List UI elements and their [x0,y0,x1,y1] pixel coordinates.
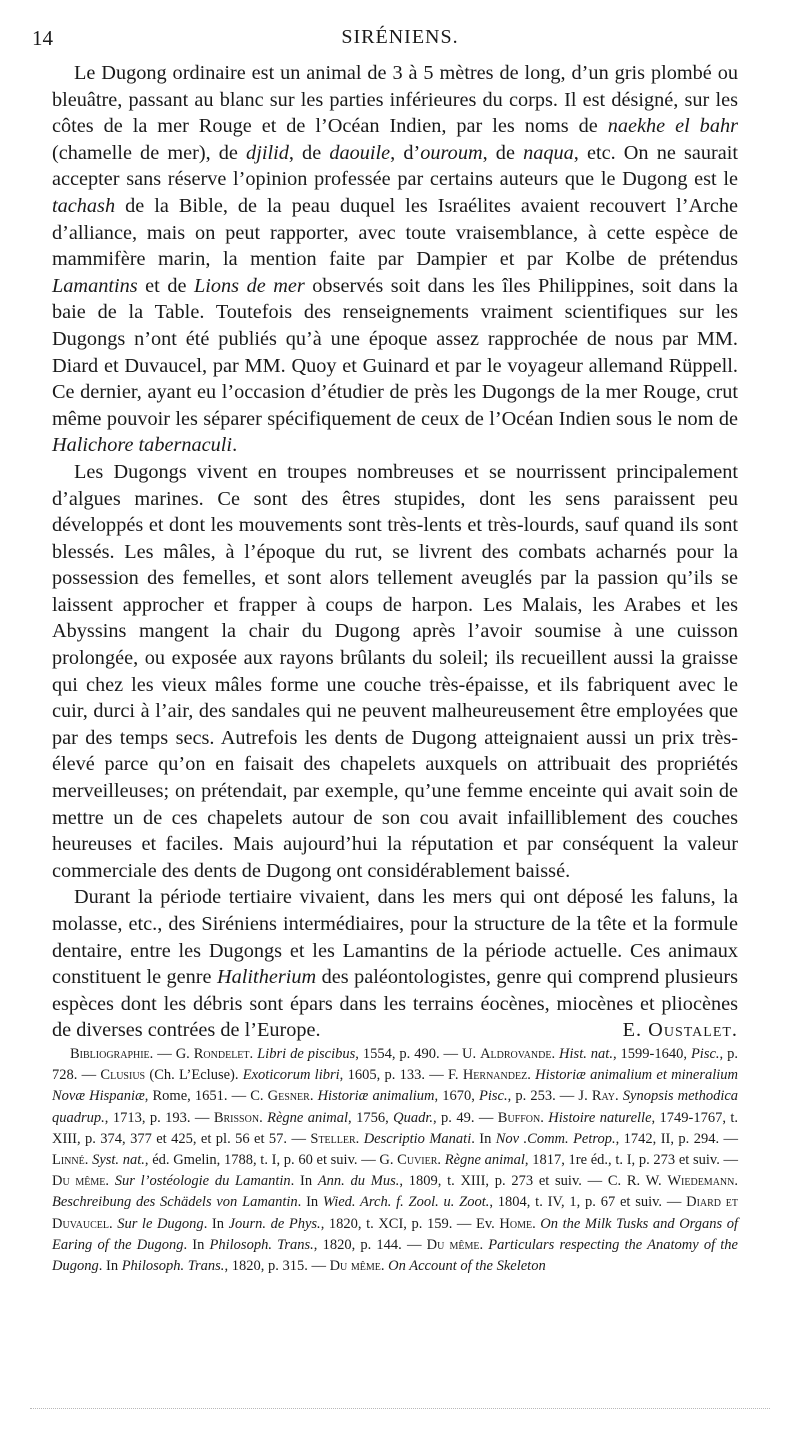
italic-text: Particulars respecting the Anatomy of the Dugong [52,1236,738,1275]
italic-text: Journ. de Phys. [228,1215,321,1232]
italic-text: Beschreibung des Schädels von Lamantin [52,1194,298,1211]
text-run: . In [471,1130,496,1147]
text-run: , p. 49. — [433,1109,498,1126]
text-run: Durant la période tertiaire vivaient, dans les mers qui ont déposé les faluns, la molasse, etc., des Siréniens intermédiaires, pour la structure de la tête et la formule dentaire, entre les Dugongs et les Lamantins de la période actuelle. Ces animaux constituent le genre [52,886,738,989]
text-run: , 1749-1767, t. XIII, p. 374, 377 et 425, et pl. 56 et 57. — [52,1109,739,1147]
italic-text: Wied. Arch. f. Zool. u. Zoot. [322,1194,490,1211]
italic-text: Nov .Comm. Petrop. [495,1130,616,1147]
article-body [52,60,738,1044]
italic-text: Pisc. [690,1046,720,1062]
small-caps-name: Gesner [267,1088,310,1105]
small-caps-name: Cuvier [397,1152,438,1169]
text-run: et de [137,274,194,297]
text-run: . [540,1109,549,1126]
text-run: , 1817, 1re éd., t. I, p. 273 et suiv. — [524,1152,739,1169]
italic-text: Règne animal [444,1152,525,1169]
small-caps-name: Bibliographie. [70,1046,154,1062]
italic-text: Exoticorum libri [242,1067,340,1084]
text-run: . [527,1067,536,1084]
text-run: . In [203,1215,229,1232]
small-caps-name: Ray [591,1088,616,1105]
bibliography-text [52,1044,738,1277]
bibliography [52,1044,738,1277]
text-run: . [259,1109,268,1126]
italic-text: Philosoph. Trans. [209,1236,314,1253]
text-run: (chamelle de mer), de [52,141,247,164]
small-caps-name: Aldrovande [480,1046,552,1062]
italic-text: Lions de mer [193,274,305,297]
italic-text: Synopsis methodica quadrup. [52,1088,739,1126]
small-caps-name: Clusius [100,1067,146,1084]
text-run: Les Dugongs vivent en troupes nombreuses et se nourrissent principalement d’algues marines. Ce sont des êtres stupides, dont les sens paraissent peu développés et dont les mouvements sont très-lents et très-lourds, sauf quand ils sont blessés. Les mâles, à l’époque du rut, se livrent des combats acharnés pour la possession des femelles, et sont alors tellement aveuglés par la passion qu’ils se laissent approcher et frapper à coups de harpon. Les Malais, les Arabes et les Abyssins mangent la chair du Dugong après l’avoir soumise à une cuisson prolongée, ou exposée aux rayons brûlants du soleil; ils recueillent aussi la graisse qui chez les vieux mâles forme une couche très-épaisse, et ils fabriquent avec le cuir, durci à l’air, des sandales qui ne peuvent malheureusement être employées que par des temps secs. Autrefois les dents de Dugong atteignaient aussi un prix très-élevé parce qu’on en faisait des chapelets auxquels on attribuait des propriétés merveilleuses; on prétendait, par exemple, qu’une femme enceinte qui avait soin de mettre un de ces chapelets autour de son cou avait infailliblement des couches heureuses et faciles. Mais aujourd’hui la réputation et par conséquent la valeur commerciale des dents de Dugong ont considérablement baissé. [52,460,738,882]
text-run: de la Bible, de la peau duquel les Israélites avaient recouvert l’Arche d’alliance, mais on peut rapporter, avec toute vraisemblance, à cette espèce de mammifère marin, la mention faite par Dampier et par Kolbe de prétendus [52,194,738,271]
text-run: . [380,1258,389,1275]
italic-text: Philosoph. Trans. [121,1258,225,1275]
small-caps-name: Hernandez [462,1067,528,1084]
text-run: . [355,1130,364,1147]
text-run: . [479,1236,489,1253]
italic-text: Hist. nat. [559,1046,613,1062]
italic-text: Halichore tabernaculi [52,434,233,457]
text-run: , éd. Gmelin, 1788, t. I, p. 60 et suiv. — G. [144,1152,398,1169]
text-run: . [437,1152,445,1169]
italic-text: Descriptio Manati [363,1130,472,1147]
text-run: , 1670, [434,1088,479,1105]
text-run: . [84,1152,93,1169]
italic-text: On Account of the Skeleton [388,1258,546,1275]
small-caps-name: Wiedemann [667,1173,735,1190]
italic-text: naqua [523,141,574,164]
small-caps-name: Du même [329,1258,381,1275]
text-run: . [105,1173,115,1190]
italic-text: djilid [246,141,289,164]
text-run: . [108,1215,118,1232]
text-run: , 1742, II, p. 294. — [615,1130,738,1147]
text-run: — G. [153,1046,194,1062]
text-run: , 1820, p. 315. — [224,1258,330,1275]
italic-text: Historiæ animalium et mineralium Novæ Hispaniæ [52,1067,739,1105]
paragraph-dugong-description [52,60,738,459]
text-run: . In [98,1258,122,1275]
italic-text: Lamantins [52,274,138,297]
text-run: , de [288,141,330,164]
italic-text: Règne animal [267,1109,349,1126]
italic-text: tachash [52,194,116,217]
text-run: observés soit dans les îles Philippines, soit dans la baie de la Table. Toutefois des renseignements vraiment scientifiques sur les Dugongs n’ont été publiés qu’à une époque assez rapprochée de nous par MM. Diard et Duvaucel, par MM. Quoy et Guinard et par le voyageur allemand Rüppell. Ce dernier, ayant eu l’occasion d’étudier de près les Dugongs de la mer Rouge, crut même pouvoir les séparer spécifiquement de ceux de l’Océan Indien sous le nom de [52,274,738,430]
small-caps-name: Buffon [497,1109,541,1126]
text-run: , 1809, t. XIII, p. 273 et suiv. — C. R. W. [399,1173,668,1190]
text-run: . [309,1088,318,1105]
small-caps-name: Diard et Duvaucel [52,1194,739,1232]
running-head: SIRÉNIENS. [341,26,459,48]
text-run: . In [297,1194,323,1211]
text-run: . In [290,1173,318,1190]
italic-text: daouile [329,141,391,164]
text-run: , 1756, [348,1109,394,1126]
text-run: , d’ [390,141,421,164]
text-run: , 1713, p. 193. — [104,1109,214,1126]
text-run: des paléontologistes, genre qui comprend plusieurs espèces dont les débris sont épars dans les terrains éocènes, miocènes et pliocènes de diverses contrées de l’Europe. [52,966,738,1042]
text-run: . [249,1046,258,1062]
text-run: , 1820, p. 144. — [313,1236,427,1253]
text-run: . [532,1215,541,1232]
paragraph-tertiary-sirenians [52,884,738,1044]
text-run: , p. 253. — J. [507,1088,592,1105]
italic-text: Libri de piscibus [257,1046,356,1062]
italic-text: Histoire naturelle [548,1109,652,1126]
text-run: , etc. On ne saurait accepter sans réserve l’opinion professée par certains auteurs que le Dugong est le [52,141,739,191]
text-run: , 1554, p. 490. — U. [355,1046,481,1062]
small-caps-name: Linné [52,1152,85,1169]
text-run: (Ch. L’Ecluse). [145,1067,243,1084]
text-run: , 1599-1640, [612,1046,691,1062]
italic-text: Ann. du Mus. [317,1173,400,1190]
italic-text: Sur le Dugong [117,1215,204,1232]
text-run: , 1804, t. IV, 1, p. 67 et suiv. — [489,1194,687,1211]
italic-text: Pisc. [478,1088,508,1105]
text-run: . [551,1046,560,1062]
italic-text: Syst. nat. [92,1152,145,1169]
italic-text: ouroum [420,141,483,164]
small-caps-name: Du même [426,1236,480,1253]
text-run: , Rome, 1651. — C. [144,1088,268,1105]
italic-text: Historiæ animalium [317,1088,435,1105]
small-caps-name: Rondelet [193,1046,250,1062]
text-run: , 1820, t. XCI, p. 159. — Ev. [320,1215,500,1232]
page-number: 14 [32,26,53,50]
italic-text: Sur l’ostéologie du Lamantin [114,1173,291,1190]
small-caps-name: Steller [310,1130,356,1147]
italic-text: On the Milk Tusks and Organs of Earing of the Dugong [52,1215,739,1253]
text-run: , p. 728. — [52,1046,738,1084]
text-run: , 1605, p. 133. — F. [339,1067,463,1084]
text-run: , de [482,141,524,164]
paragraph-dugong-habits [52,459,738,885]
text-run: . In [183,1236,210,1253]
author-signature: E. Oustalet. [622,1019,738,1042]
small-caps-name: Brisson [213,1109,260,1126]
small-caps-name: Home [499,1215,533,1232]
italic-text: Halitherium [217,966,317,989]
text-run: . [615,1088,623,1105]
text-run: . [734,1173,738,1190]
italic-text: naekhe el bahr [607,115,738,138]
small-caps-name: Du même [52,1173,106,1190]
italic-text: Quadr. [393,1109,434,1126]
footer-dotted-rule [30,1408,770,1409]
page-header [32,26,768,54]
text-run: . [232,434,238,457]
text-run: Le Dugong ordinaire est un animal de 3 à 5 mètres de long, d’un gris plombé ou bleuâtre, passant au blanc sur les parties inférieures du corps. Il est désigné, sur les côtes de la mer Rouge et de l’Océan Indien, par les noms de [52,62,738,138]
